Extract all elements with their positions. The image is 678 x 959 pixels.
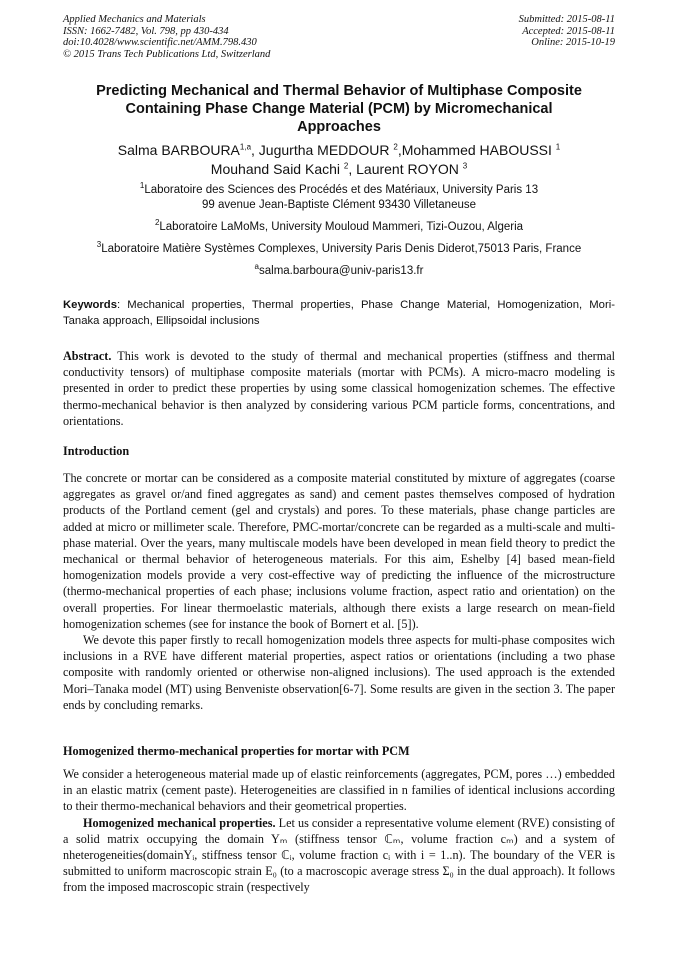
author-name: Mouhand Said Kachi xyxy=(210,161,344,177)
subsection-label: Homogenized mechanical properties. xyxy=(83,815,276,830)
journal-header-left xyxy=(63,14,270,60)
affil-text: Laboratoire LaMoMs, University Mouloud Mammeri, Tizi-Ouzou, Algeria xyxy=(159,221,524,233)
affiliation-3 xyxy=(30,242,648,257)
journal-header-right xyxy=(519,14,615,49)
section2-body xyxy=(63,766,615,896)
paragraph xyxy=(63,815,615,896)
author-name: ,Mohammed HABOUSSI xyxy=(397,142,556,158)
email-address[interactable]: salma.barboura@univ-paris13.fr xyxy=(259,265,424,277)
title-line-2: Containing Phase Change Material (PCM) by Micromechanical xyxy=(125,101,553,117)
paragraph: We consider a heterogeneous material made up of elastic reinforcements (aggregates, PCM, pores …) embedded in an elastic matrix (cement paste). Heterogeneities are classified in n families of identical inclusions according to their thermo-mechanical behaviors and their geometrical properties. xyxy=(63,767,615,814)
abstract-text: This work is devoted to the study of thermal and mechanical properties (stiffness and thermal conductivity tensors) of multiphase composite materials (mortar with PCMs). A micro-macro modeling is presented in order to predict these properties by using some classical homogenization schemes. The effective thermo-mechanical behavior is then analyzed by considering various PCM particle forms, concentrations, and orientations. xyxy=(63,349,615,428)
keywords-text: : Mechanical properties, Thermal properties, Phase Change Material, Homogenization, Mori-Tanaka approach, Ellipsoidal inclusions xyxy=(63,299,615,327)
section-heading-homogenized: Homogenized thermo-mechanical properties for mortar with PCM xyxy=(63,744,410,758)
author-name: , Jugurtha MEDDOUR xyxy=(251,142,394,158)
paper-title xyxy=(40,82,638,136)
abstract xyxy=(63,348,615,429)
paragraph-text: Let us consider a representative volume element (RVE) consisting of a solid matrix occupying the domain Yₘ (stiffness tensor ℂₘ, volume fraction cₘ) and a system of nheterogeneities(domainYᵢ, stiffness tensor ℂᵢ, volume fraction cᵢ with i = 1..n). The boundary of the VER is submitted to uniform macroscopic strain E₀ (to a macroscopic average stress Σ₀ in the dual approach). It follows from the imposed macroscopic strain (respectively xyxy=(63,815,615,895)
affiliation-1 xyxy=(30,183,648,213)
keywords-label: Keywords xyxy=(63,299,117,311)
author-affil-sup: 3 xyxy=(462,161,468,171)
journal-copyright: © 2015 Trans Tech Publications Ltd, Switzerland xyxy=(63,48,271,60)
keywords xyxy=(63,297,615,329)
author-name: Salma BARBOURA xyxy=(117,142,240,158)
paragraph: We devote this paper firstly to recall homogenization models three aspects for multi-phase composites wich inclusions in a RVE have different material properties, aspect ratios or orientations (including a two phase composite with randomly oriented or otherwise non-aligned inclusions). The used approach is the extended Mori–Tanaka model (MT) using Benveniste observation[6-7]. Some results are given in the section 3. The paper ends by concluding remarks. xyxy=(63,633,615,712)
author-affil-sup: 2 xyxy=(393,142,398,152)
author-list xyxy=(30,141,648,179)
author-affil-sup: 1,a xyxy=(239,142,252,152)
author-name: , Laurent ROYON xyxy=(348,161,463,177)
author-affil-sup: 1 xyxy=(555,142,561,152)
author-line-2 xyxy=(30,160,648,179)
affiliation-2 xyxy=(30,220,648,235)
journal-doi: doi:10.4028/www.scientific.net/AMM.798.430 xyxy=(63,37,257,48)
submitted-date: Submitted: 2015-08-11 xyxy=(518,14,615,25)
corresponding-email xyxy=(30,264,648,279)
author-line-1 xyxy=(30,141,648,160)
affil-sup: 2 xyxy=(154,218,160,228)
email-sup: a xyxy=(254,262,259,272)
journal-issn: ISSN: 1662-7482, Vol. 798, pp 430-434 xyxy=(63,25,229,37)
paragraph: The concrete or mortar can be considered as a composite material constituted by mixture of aggregates (coarse aggregates as gravel or/and fined aggregates as sand) and cement pastes themselves composed of hydration products of the Portland cement (gel and crystals) and pores. To these materials, phase change particles are added at micro or millimeter scale. Therefore, PMC-mortar/concrete can be regarded as a multi-scale and multi-phase material. Over the years, many multiscale models have been developed in mean field theory to predict the mechanical or thermal behavior of heterogeneous materials. For this aim, Eshelby [4] based mean-field homogenization models provide a very cost-effective way of predicting the influence of the microstructure (thermo-mechanical properties of each phase; inclusions volume fraction, aspect ratio and orientation) on the overall properties. For linear thermoelastic materials, although there exists a large research on mean-field homogenization schemes (see for instance the book of Bornert et al. [5]). xyxy=(63,471,615,631)
affil-address: 99 avenue Jean-Baptiste Clément 93430 Villetaneuse xyxy=(201,199,477,211)
affil-text: Laboratoire des Sciences des Procédés et des Matériaux, University Paris 13 xyxy=(144,184,539,196)
accepted-date: Accepted: 2015-08-11 xyxy=(522,25,615,37)
section-heading-introduction: Introduction xyxy=(63,444,130,458)
author-affil-sup: 2 xyxy=(343,161,349,171)
affil-sup: 1 xyxy=(139,181,145,191)
affil-text: Laboratoire Matière Systèmes Complexes, University Paris Denis Diderot,75013 Paris, France xyxy=(101,243,582,255)
online-date: Online: 2015-10-19 xyxy=(531,37,615,48)
abstract-label: Abstract. xyxy=(63,349,112,363)
affil-sup: 3 xyxy=(96,240,102,250)
journal-name: Applied Mechanics and Materials xyxy=(63,14,206,25)
introduction-body xyxy=(63,470,615,713)
title-line-1: Predicting Mechanical and Thermal Behavior of Multiphase Composite xyxy=(96,83,582,99)
title-line-3: Approaches xyxy=(297,119,381,135)
